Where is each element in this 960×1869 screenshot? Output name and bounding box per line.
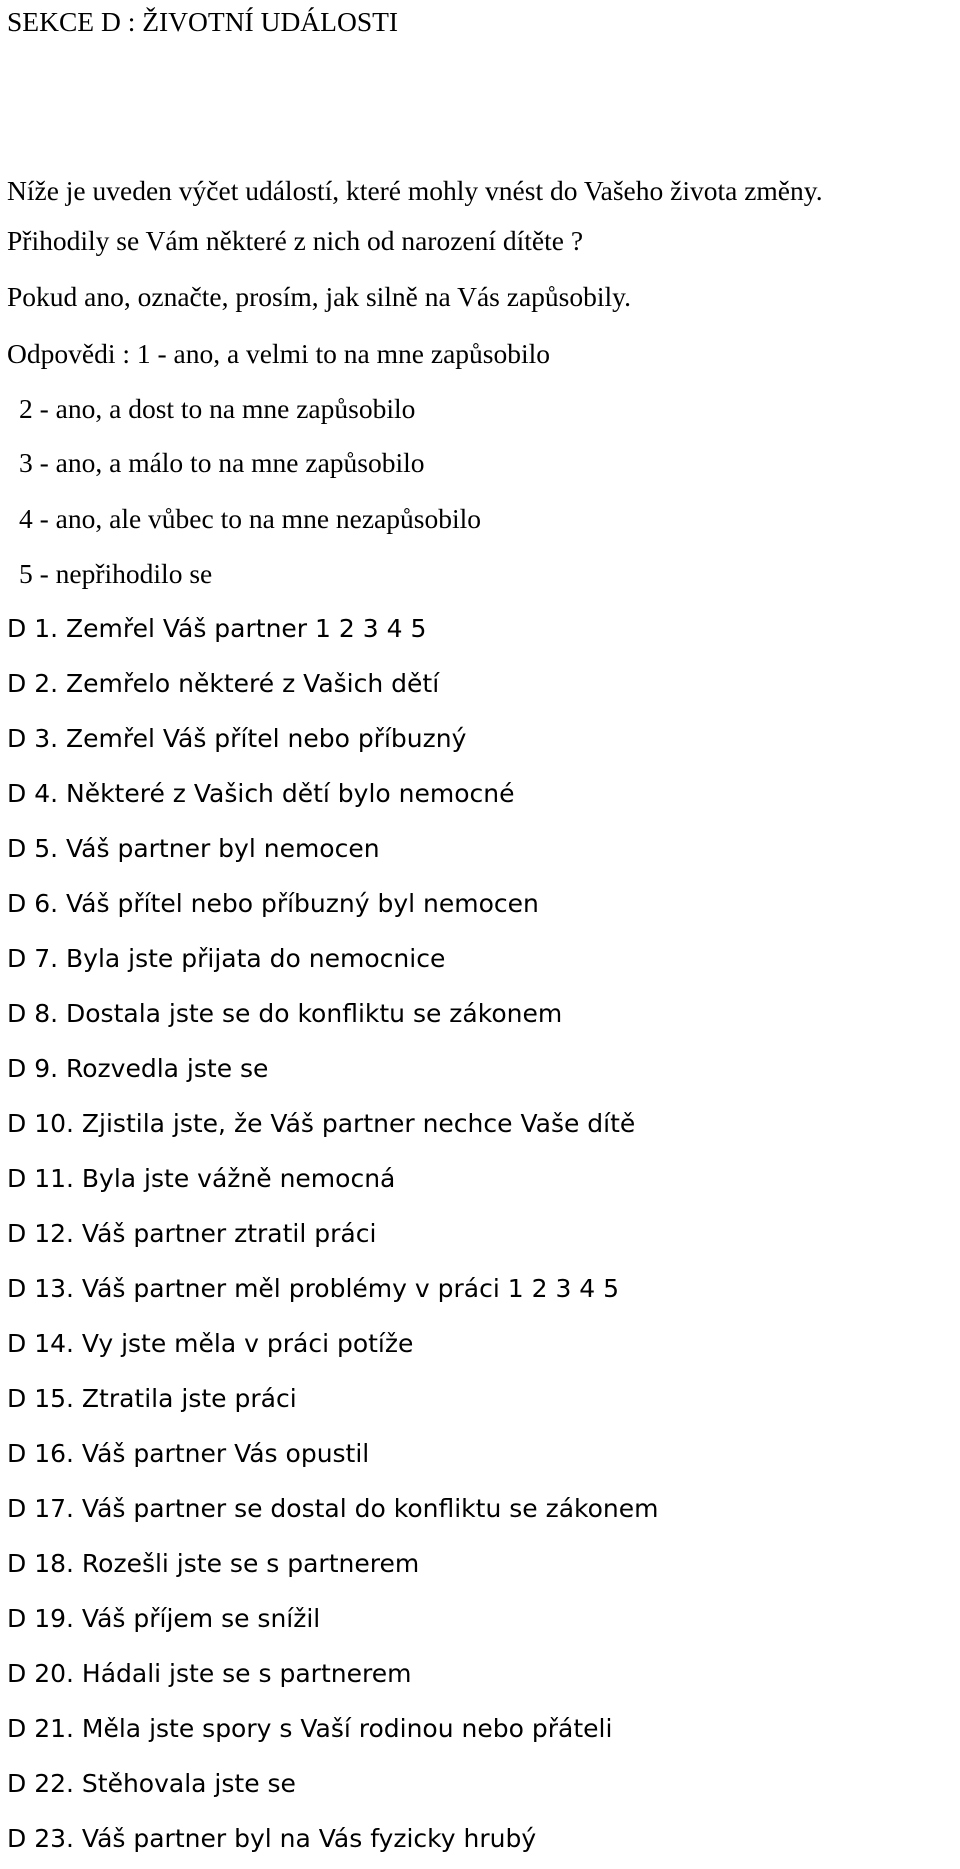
answer-option: 5 - nepřihodilo se	[19, 558, 213, 589]
answers-label: Odpovědi : 1 - ano, a velmi to na mne zapůsobilo	[7, 338, 551, 369]
intro-line: Níže je uveden výčet událostí, které mohly vnést do Vašeho života změny.	[7, 175, 823, 206]
intro-line: Pokud ano, označte, prosím, jak silně na Vás zapůsobily.	[7, 281, 631, 312]
answer-option: 4 - ano, ale vůbec to na mne nezapůsobilo	[19, 503, 481, 534]
event-item: D 6. Váš přítel nebo příbuzný byl nemocen	[7, 889, 539, 918]
event-item: D 22. Stěhovala jste se	[7, 1769, 296, 1798]
event-item: D 15. Ztratila jste práci	[7, 1384, 297, 1413]
event-item: D 8. Dostala jste se do konfliktu se zákonem	[7, 999, 563, 1028]
event-item: D 14. Vy jste měla v práci potíže	[7, 1329, 414, 1358]
section-title: SEKCE D : ŽIVOTNÍ UDÁLOSTI	[7, 6, 399, 37]
event-item: D 16. Váš partner Vás opustil	[7, 1439, 370, 1468]
event-item: D 18. Rozešli jste se s partnerem	[7, 1549, 420, 1578]
event-item: D 5. Váš partner byl nemocen	[7, 834, 380, 863]
event-item: D 17. Váš partner se dostal do konfliktu se zákonem	[7, 1494, 659, 1523]
event-item: D 3. Zemřel Váš přítel nebo příbuzný	[7, 724, 467, 753]
event-item: D 4. Některé z Vašich dětí bylo nemocné	[7, 779, 515, 808]
intro-line: Přihodily se Vám některé z nich od narození dítěte ?	[7, 225, 584, 256]
event-item: D 12. Váš partner ztratil práci	[7, 1219, 377, 1248]
event-item: D 20. Hádali jste se s partnerem	[7, 1659, 412, 1688]
event-item: D 7. Byla jste přijata do nemocnice	[7, 944, 446, 973]
event-item: D 10. Zjistila jste, že Váš partner nechce Vaše dítě	[7, 1109, 636, 1138]
event-item: D 19. Váš příjem se snížil	[7, 1604, 321, 1633]
event-item: D 2. Zemřelo některé z Vašich dětí	[7, 669, 440, 698]
event-item: D 13. Váš partner měl problémy v práci 1 2 3 4 5	[7, 1274, 620, 1303]
event-item: D 1. Zemřel Váš partner 1 2 3 4 5	[7, 614, 427, 643]
event-item: D 23. Váš partner byl na Vás fyzicky hrubý	[7, 1824, 537, 1853]
event-item: D 9. Rozvedla jste se	[7, 1054, 269, 1083]
answer-option: 3 - ano, a málo to na mne zapůsobilo	[19, 447, 425, 478]
event-item: D 21. Měla jste spory s Vaší rodinou nebo přáteli	[7, 1714, 613, 1743]
event-item: D 11. Byla jste vážně nemocná	[7, 1164, 396, 1193]
answer-option: 2 - ano, a dost to na mne zapůsobilo	[19, 393, 416, 424]
